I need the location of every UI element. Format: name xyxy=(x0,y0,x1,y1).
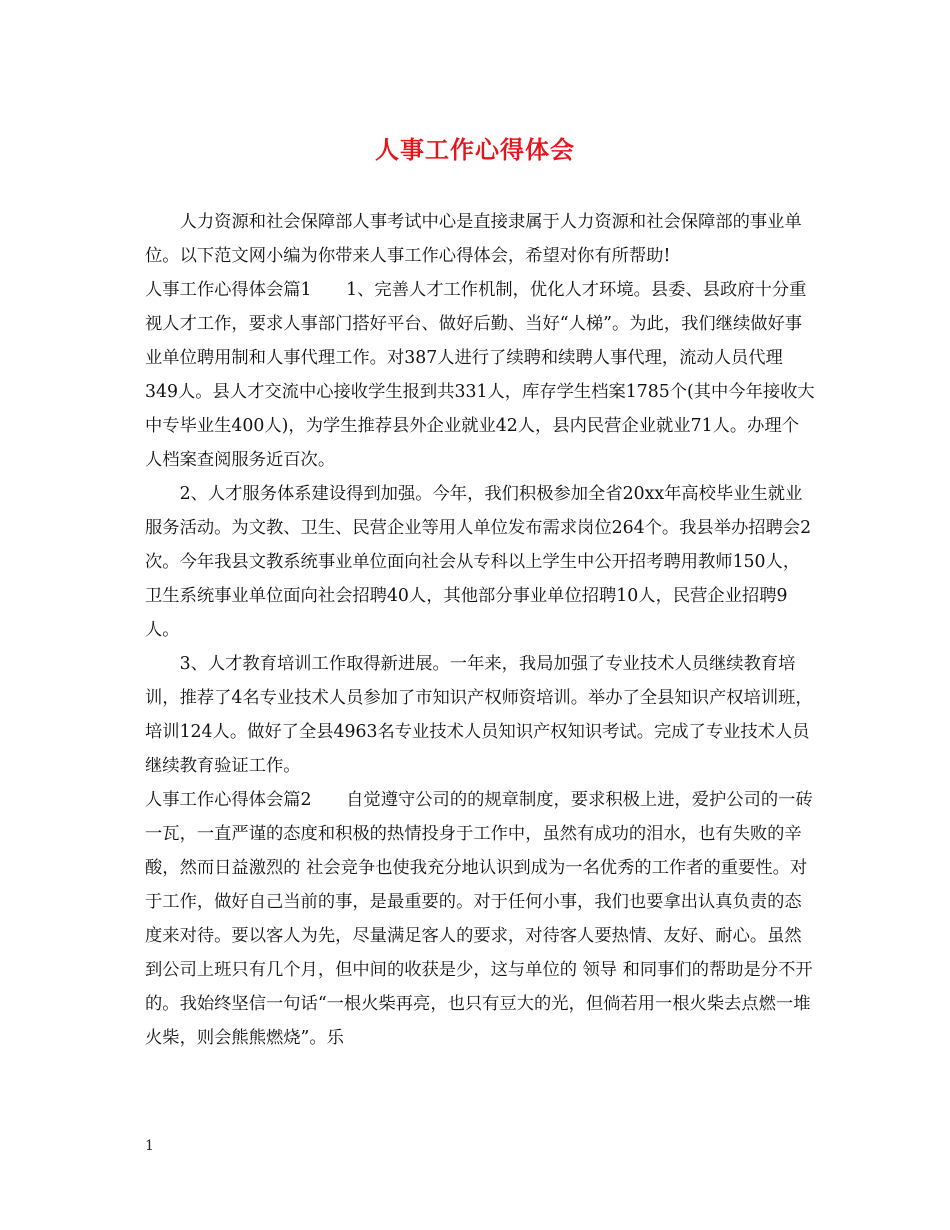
section1-para2: 2、人才服务体系建设得到加强。今年，我们积极参加全省20xx年高校毕业生就业服务活动。为文教、卫生、民营企业等用人单位发布需求岗位264个。我县举办招聘会2次。今年我县文教系统事业单位面向社会从专科以上学生中公开招考聘用教师150人，卫生系统事业单位面向社会招聘40人，其他部分事业单位招聘10人，民营企业招聘9人。 xyxy=(145,484,812,640)
section1-para1-text: 1、完善人才工作机制，优化人才环境。县委、县政府十分重视人才工作，要求人事部门搭好平台、做好后勤、当好“人梯”。为此，我们继续做好事业单位聘用制和人事代理工作。对387人进行了续聘和续聘人事代理，流动人员代理349人。县人才交流中心接收学生报到共331人，库存学生档案1785个(其中今年接收大中专毕业生400人)，为学生推荐县外企业就业42人，县内民营企业就业71人。办理个人档案查阅服务近百次。 xyxy=(145,280,815,470)
section1-para3: 3、人才教育培训工作取得新进展。一年来，我局加强了专业技术人员继续教育培训，推荐了4名专业技术人员参加了市知识产权师资培训。举办了全县知识产权培训班，培训124人。做好了全县4963名专业技术人员知识产权知识考试。完成了专业技术人员继续教育验证工作。 xyxy=(145,654,813,776)
document-title: 人事工作心得体会 xyxy=(375,135,575,164)
intro-paragraph: 人力资源和社会保障部人事考试中心是直接隶属于人力资源和社会保障部的事业单位。以下范文网小编为你带来人事工作心得体会，希望对你有所帮助! xyxy=(145,212,802,266)
section1-first-paragraph xyxy=(145,273,815,477)
page-number: 1 xyxy=(145,1138,154,1154)
section2-para1-text: 自觉遵守公司的的规章制度，要求积极上进，爱护公司的一砖一瓦，一直严谨的态度和积极的热情投身于工作中，虽然有成功的泪水，也有失败的辛酸，然而日益激烈的 社会竞争也使我充分地认识到成为一名优秀的工作者的重要性。对于工作，做好自己当前的事，是最重要的。对于任何小事，我们也要拿出认真负责的态度来对待。要以客人为先，尽量满足客人的要求，对待客人要热情、友好、耐心。虽然到公司上班只有几个月，但中间的收获是少，这与单位的 领导 和同事们的帮助是分不开的。我始终坚信一句话“一根火柴再亮，也只有豆大的光，但倘若用一根火柴去点燃一堆火柴，则会熊熊燃烧”。乐 xyxy=(145,790,813,1048)
document-body xyxy=(145,205,815,1055)
section2-first-paragraph xyxy=(145,783,815,1055)
section1-label: 人事工作心得体会篇1 xyxy=(145,280,312,300)
section2-label: 人事工作心得体会篇2 xyxy=(145,790,312,810)
